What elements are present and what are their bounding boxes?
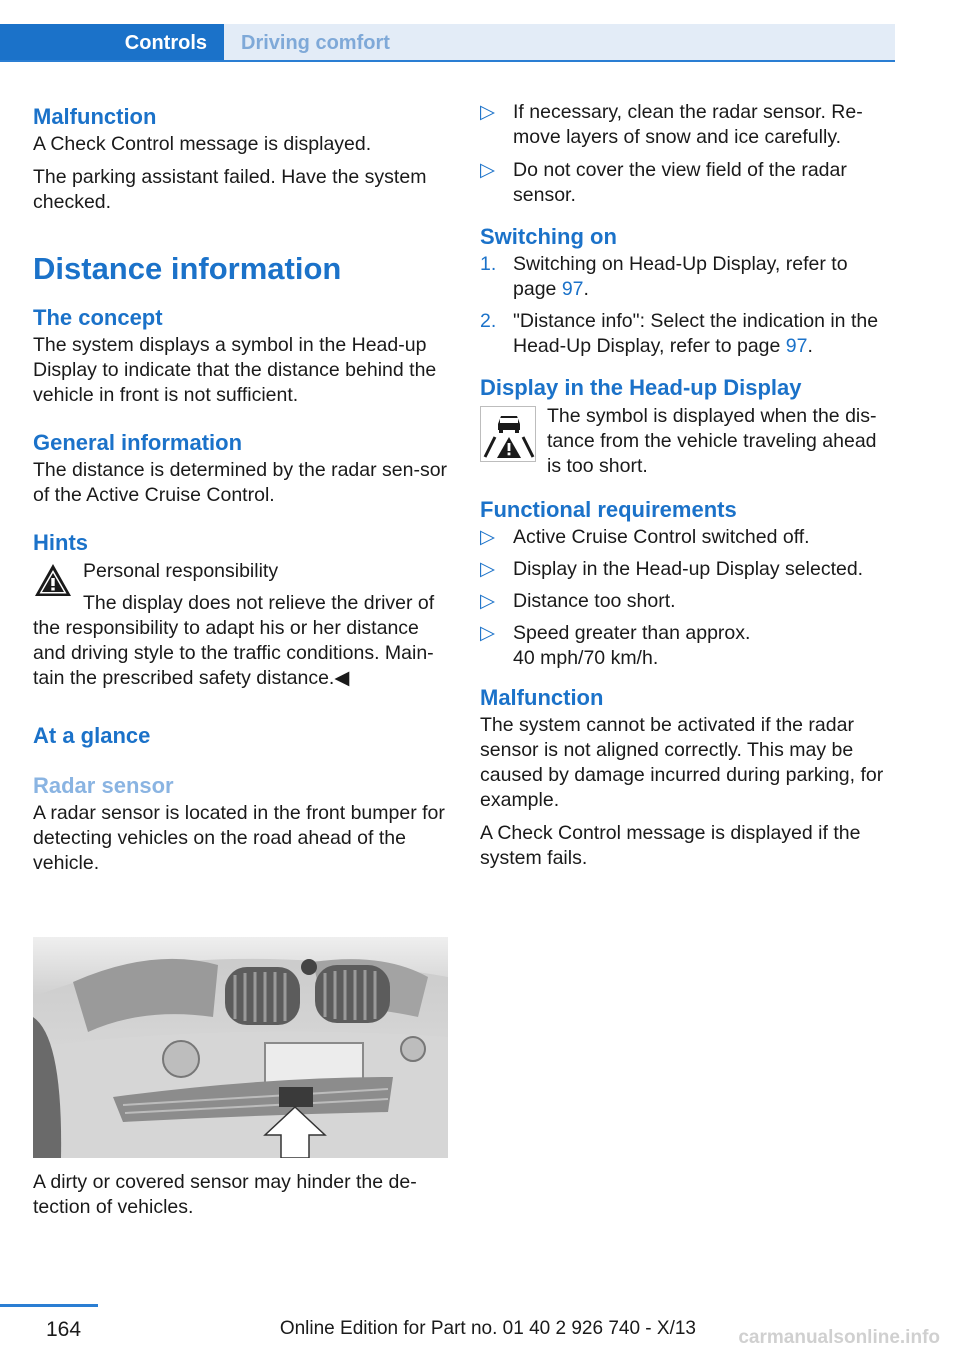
- page-link[interactable]: 97: [561, 278, 584, 300]
- cleaning-list: [480, 100, 895, 208]
- general-text: The distance is determined by the radar sen-sor of the Active Cruise Control.: [33, 459, 448, 506]
- hints-heading: Hints: [33, 530, 88, 555]
- tab-controls[interactable]: Controls: [0, 24, 224, 62]
- bullet-arrow-icon: ▷: [480, 590, 495, 612]
- hud-text: The symbol is displayed when the dis-tance from the vehicle traveling ahead is too short.: [547, 405, 877, 477]
- glance-heading: At a glance: [33, 723, 151, 748]
- switching-steps: [480, 252, 895, 359]
- list-item: ▷ Do not cover the view field of the radar sensor.: [480, 159, 847, 206]
- malfunction-text-1: A Check Control message is displayed.: [33, 133, 372, 155]
- bullet-arrow-icon: ▷: [480, 558, 495, 580]
- warning-text: The display does not relieve the driver of the responsibility to adapt his or her distance and driving style to the traffic conditions. Main-tain the prescribed safety distance.◀: [33, 592, 435, 689]
- step-number: 2.: [480, 310, 497, 332]
- right-column: [480, 100, 895, 871]
- page-header: [0, 0, 895, 62]
- list-item: ▷ Display in the Head-up Display selected.: [480, 558, 864, 580]
- tab-driving-comfort[interactable]: Driving comfort: [224, 24, 895, 62]
- hud-block: [480, 403, 895, 483]
- watermark: carmanualsonline.info: [738, 1327, 940, 1348]
- warning-triangle-icon: [33, 562, 73, 598]
- step-number: 1.: [480, 253, 497, 275]
- list-item: ▷ Speed greater than approx. 40 mph/70 km/h.: [480, 622, 751, 669]
- concept-heading: The concept: [33, 305, 163, 330]
- concept-text: The system displays a symbol in the Head-up Display to indicate that the distance behind the vehicle in front is not sufficient.: [33, 334, 437, 406]
- general-heading: General information: [33, 430, 243, 455]
- bullet-arrow-icon: ▷: [480, 526, 495, 548]
- malfunction-text-right-1: The system cannot be activated if the radar sensor is not aligned correctly. This may be caused by damage incurred during parking, for example.: [480, 714, 884, 811]
- bullet-arrow-icon: ▷: [480, 622, 495, 644]
- radar-heading: Radar sensor: [33, 773, 174, 798]
- edition-note: Online Edition for Part no. 01 40 2 926 740 - X/13: [279, 1318, 696, 1339]
- step-item: 1. Switching on Head-Up Display, refer to page 97.: [480, 253, 848, 300]
- list-item: ▷ Active Cruise Control switched off.: [480, 526, 810, 548]
- step-item: 2. "Distance info": Select the indication in the Head-Up Display, refer to page 97.: [480, 310, 879, 357]
- distance-warning-icon: [480, 406, 536, 462]
- header-rule: [0, 60, 895, 62]
- list-item: ▷ Distance too short.: [480, 590, 676, 612]
- warning-block: [33, 558, 449, 691]
- hud-heading: Display in the Head-up Display: [480, 375, 802, 400]
- switching-heading: Switching on: [480, 224, 617, 249]
- malfunction-text-right-2: A Check Control message is displayed if the system fails.: [480, 822, 861, 869]
- requirements-list: [480, 525, 895, 671]
- malfunction-heading-right: Malfunction: [480, 685, 604, 710]
- bullet-arrow-icon: ▷: [480, 159, 495, 181]
- list-item: ▷ If necessary, clean the radar sensor. Re-move layers of snow and ice carefully.: [480, 101, 863, 148]
- malfunction-text-2: The parking assistant failed. Have the system checked.: [33, 166, 427, 213]
- page-link[interactable]: 97: [785, 335, 808, 357]
- radar-sensor-photo: [33, 937, 448, 1158]
- page-number: 164: [46, 1318, 82, 1341]
- footer-rule: [0, 1304, 98, 1307]
- malfunction-heading: Malfunction: [33, 104, 157, 129]
- radar-text: A radar sensor is located in the front bumper for detecting vehicles on the road ahead of the vehicle.: [33, 802, 445, 874]
- left-column: [33, 100, 449, 876]
- warning-title: Personal responsibility: [83, 560, 279, 582]
- photo-caption: A dirty or covered sensor may hinder the de-tection of vehicles.: [33, 1171, 417, 1218]
- requirements-heading: Functional requirements: [480, 497, 737, 522]
- bullet-arrow-icon: ▷: [480, 101, 495, 123]
- section-title: Distance information: [33, 251, 342, 286]
